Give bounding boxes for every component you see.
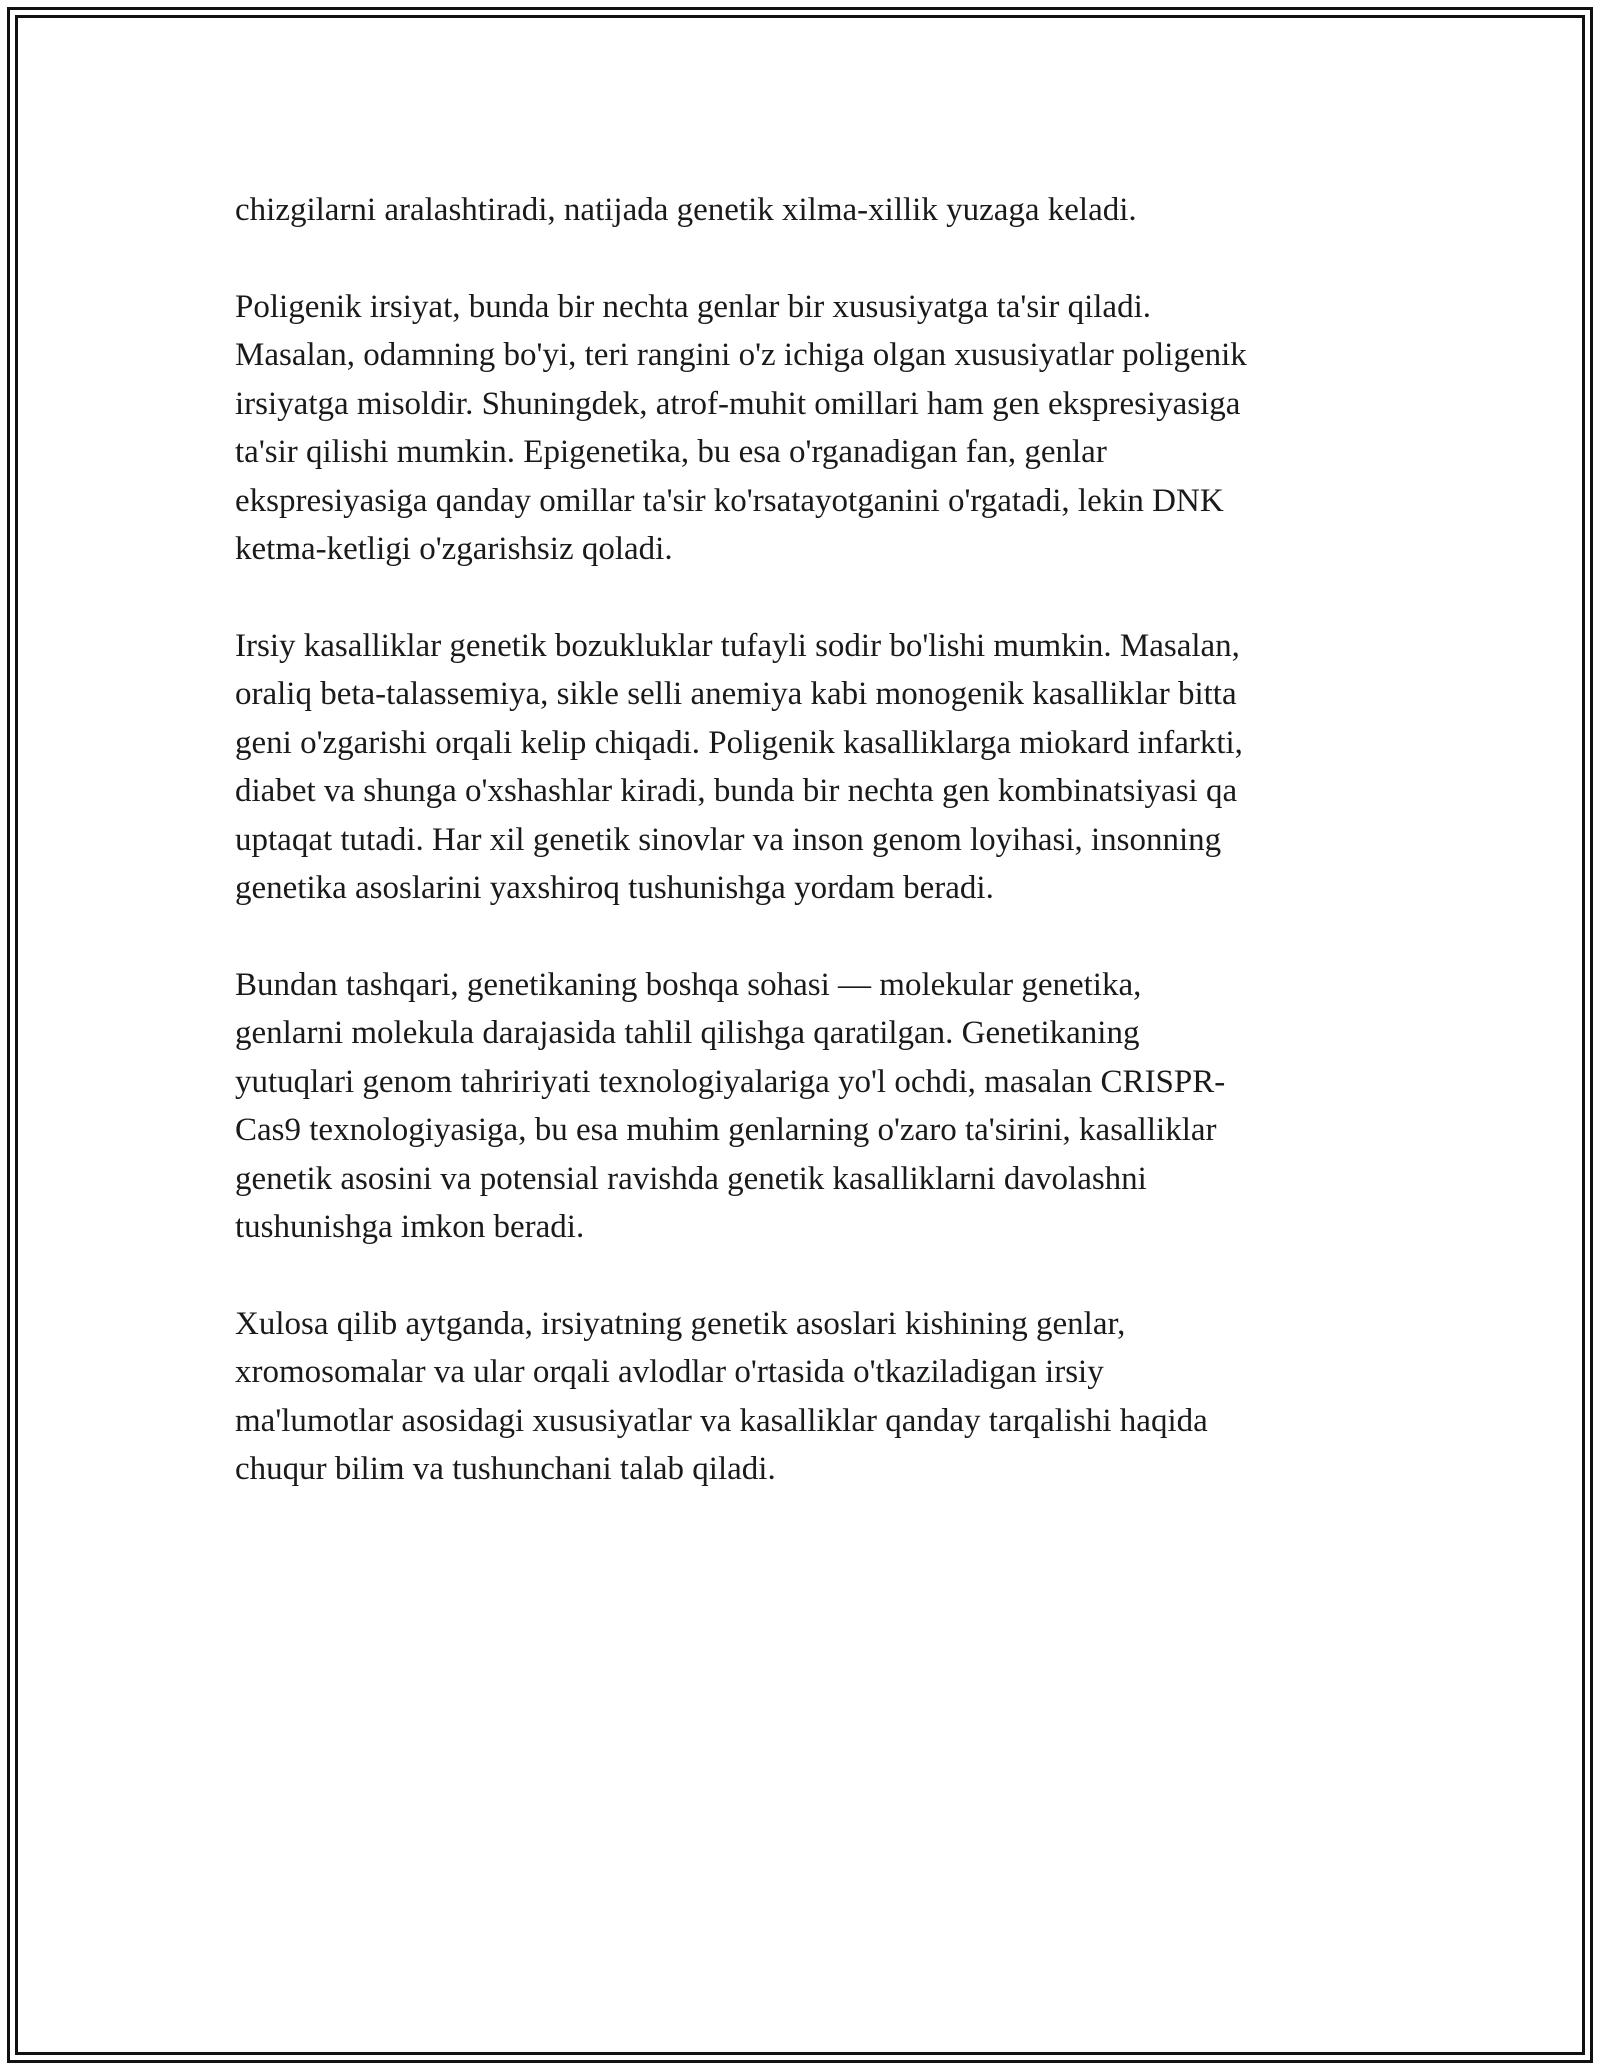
- paragraph: [235, 283, 1385, 574]
- text-line: Xulosa qilib aytganda, irsiyatning genetik asoslari kishining genlar,: [235, 1305, 1126, 1342]
- document-body: [235, 186, 1385, 1542]
- paragraph: [235, 186, 1385, 235]
- text-line: chuqur bilim va tushunchani talab qiladi.: [235, 1451, 776, 1487]
- text-line: tushunishga imkon beradi.: [235, 1209, 585, 1245]
- text-line: geni o'zgarishi orqali kelip chiqadi. Poligenik kasalliklarga miokard infarkti,: [235, 724, 1243, 761]
- text-line: genetik asosini va potensial ravishda genetik kasalliklarni davolashni: [235, 1160, 1147, 1197]
- text-line: yutuqlari genom tahririyati texnologiyalariga yo'l ochdi, masalan CRISPR-: [235, 1063, 1226, 1100]
- paragraph: [235, 622, 1385, 913]
- text-line: Bundan tashqari, genetikaning boshqa sohasi — molekular genetika,: [235, 966, 1142, 1003]
- paragraph: [235, 1300, 1385, 1494]
- text-line: Irsiy kasalliklar genetik bozukluklar tufayli sodir bo'lishi mumkin. Masalan,: [235, 627, 1240, 664]
- text-line: genetika asoslarini yaxshiroq tushunishga yordam beradi.: [235, 870, 994, 906]
- text-line: Poligenik irsiyat, bunda bir nechta genlar bir xususiyatga ta'sir qiladi.: [235, 288, 1151, 325]
- text-line: xromosomalar va ular orqali avlodlar o'rtasida o'tkaziladigan irsiy: [235, 1354, 1104, 1390]
- text-line: irsiyatga misoldir. Shuningdek, atrof-muhit omillari ham gen ekspresiyasiga: [235, 385, 1241, 422]
- text-line: oraliq beta-talassemiya, sikle selli anemiya kabi monogenik kasalliklar bitta: [235, 676, 1237, 712]
- text-line: diabet va shunga o'xshashlar kiradi, bunda bir nechta gen kombinatsiyasi qa: [235, 773, 1238, 809]
- text-line: ma'lumotlar asosidagi xususiyatlar va kasalliklar qanday tarqalishi haqida: [235, 1402, 1208, 1439]
- text-line: ekspresiyasiga qanday omillar ta'sir ko'rsatayotganini o'rgatadi, lekin DNK: [235, 482, 1224, 519]
- text-line: chizgilarni aralashtiradi, natijada genetik xilma-xillik yuzaga keladi.: [235, 192, 1137, 228]
- text-line: ta'sir qilishi mumkin. Epigenetika, bu esa o'rganadigan fan, genlar: [235, 434, 1107, 470]
- text-line: Masalan, odamning bo'yi, teri rangini o'z ichiga olgan xususiyatlar poligenik: [235, 337, 1247, 373]
- text-line: uptaqat tutadi. Har xil genetik sinovlar va inson genom loyihasi, insonning: [235, 821, 1222, 858]
- text-line: Cas9 texnologiyasiga, bu esa muhim genlarning o'zaro ta'sirini, kasalliklar: [235, 1112, 1217, 1148]
- paragraph: [235, 961, 1385, 1252]
- text-line: ketma-ketligi o'zgarishsiz qoladi.: [235, 531, 673, 567]
- text-line: genlarni molekula darajasida tahlil qilishga qaratilgan. Genetikaning: [235, 1015, 1140, 1051]
